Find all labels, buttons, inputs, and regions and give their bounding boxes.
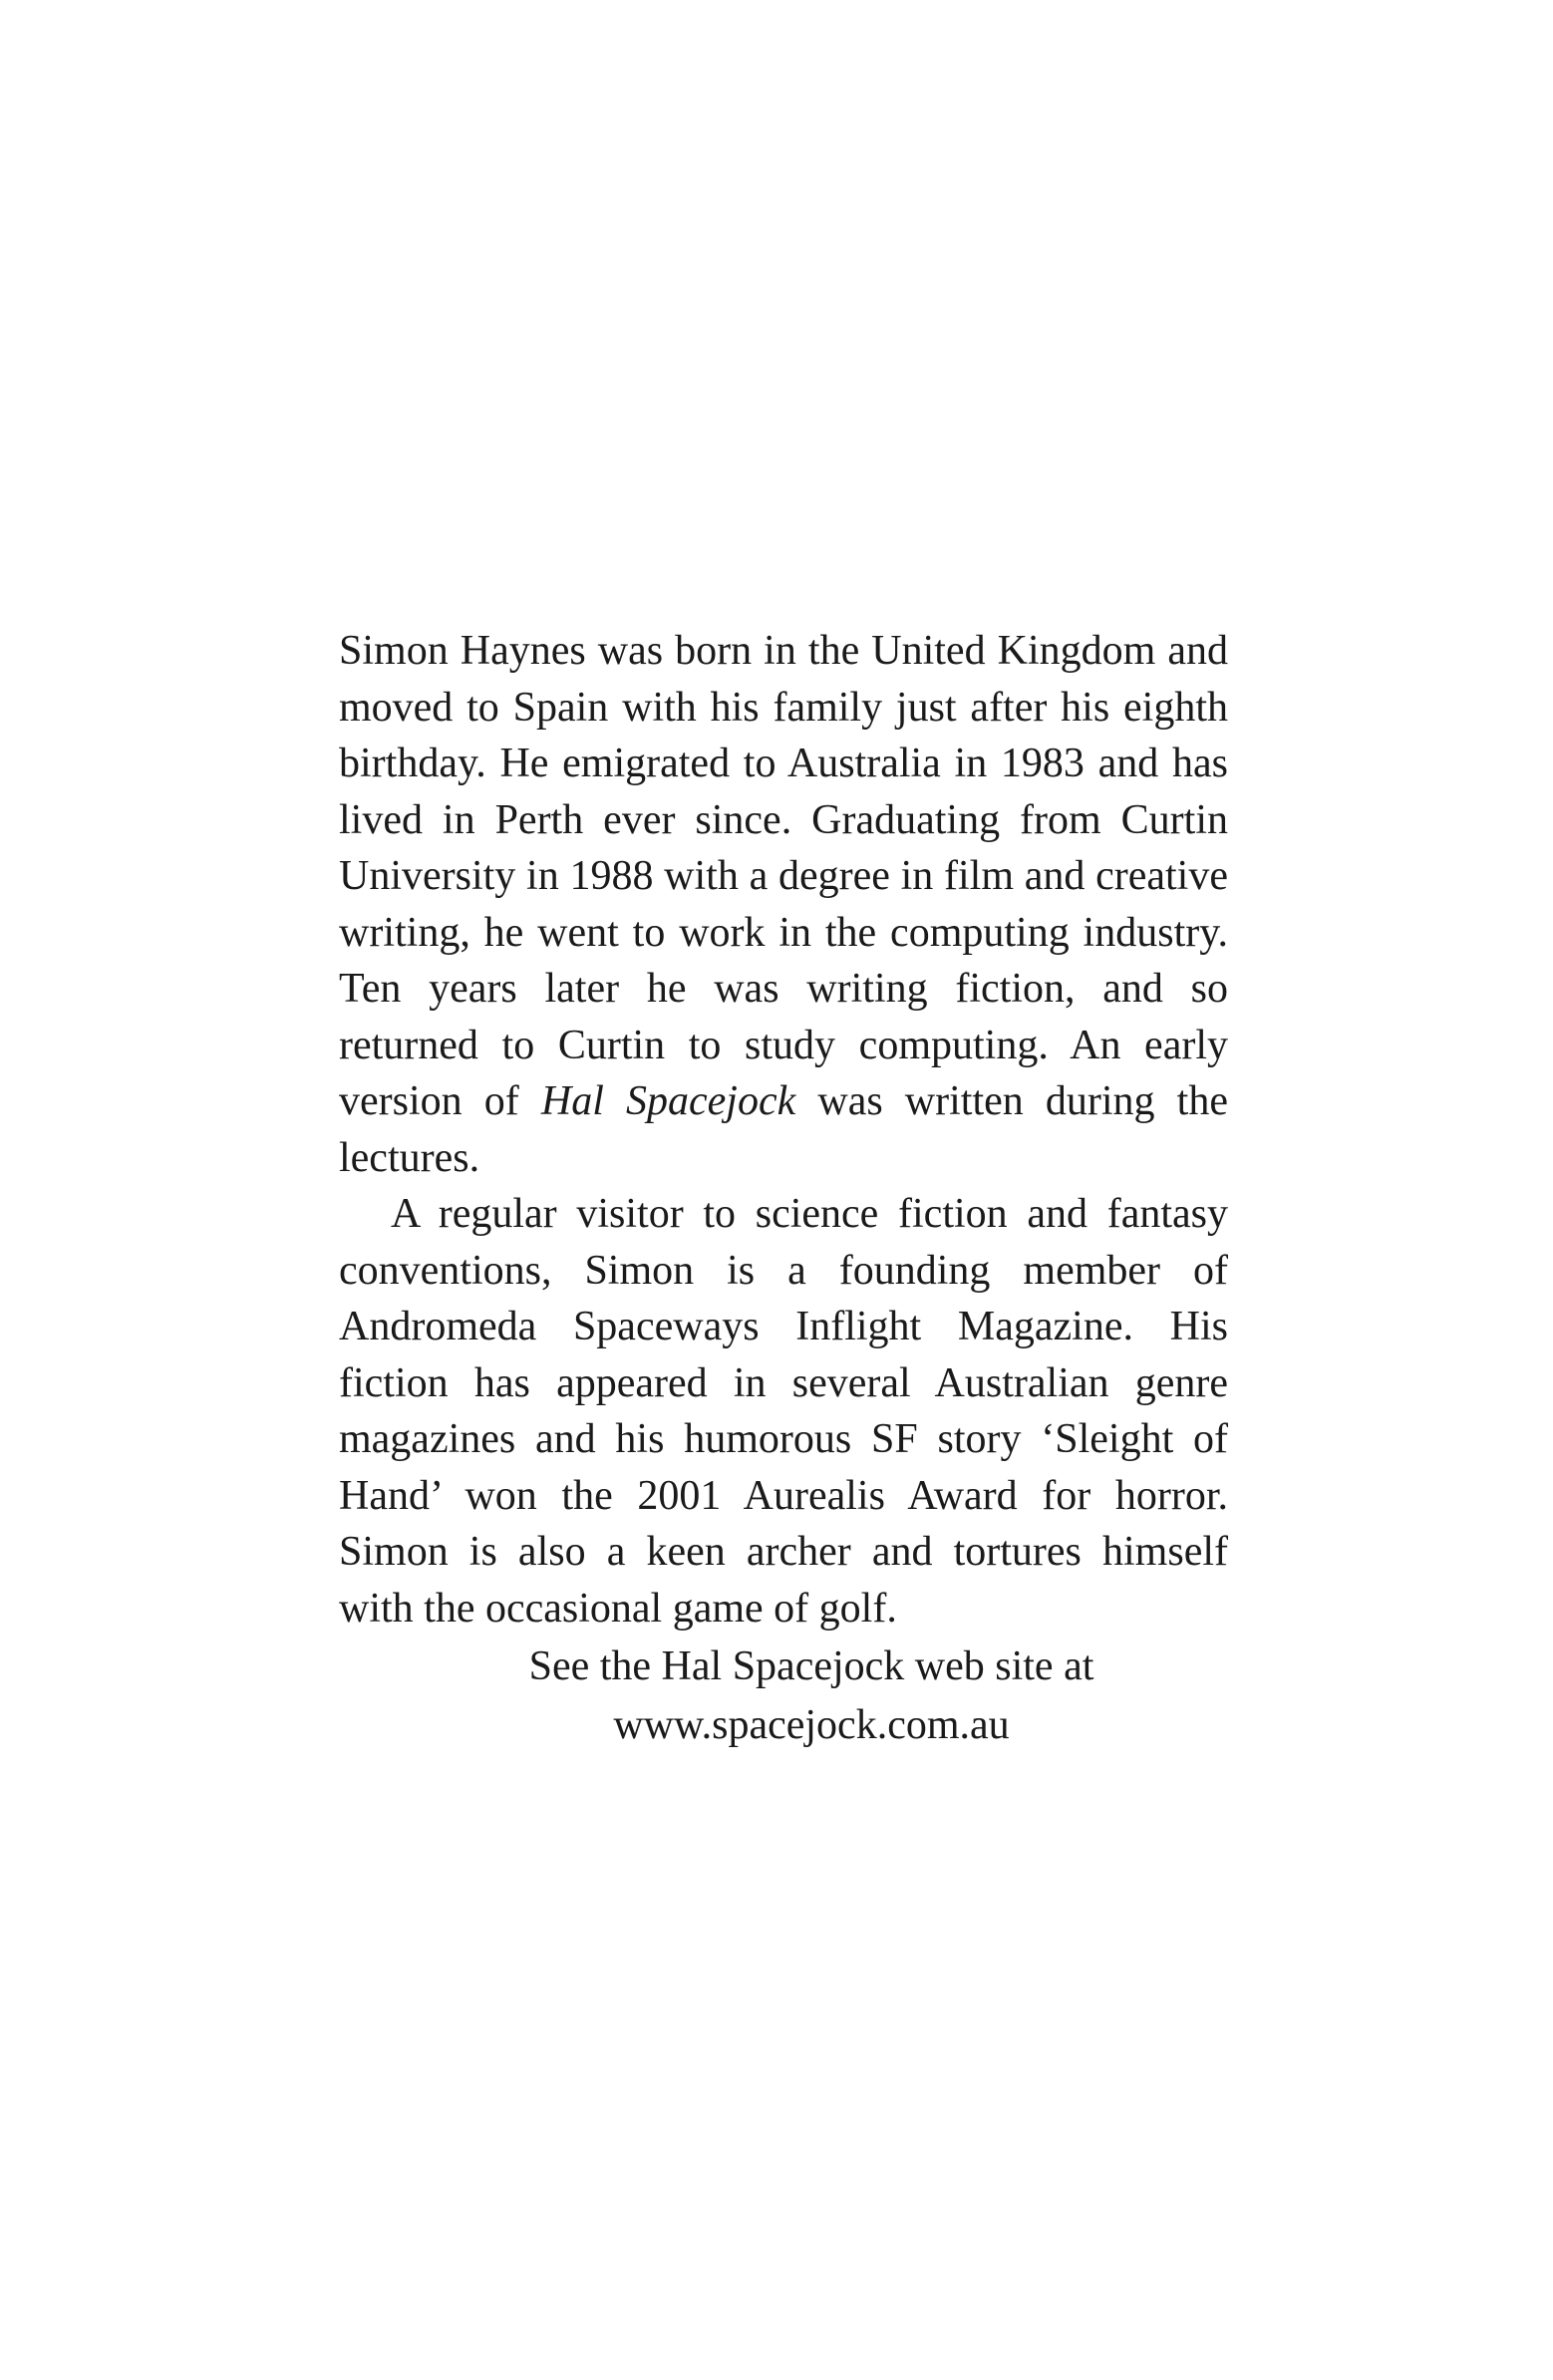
bio-paragraph-1 [339, 623, 1228, 1186]
bio-paragraph-1-text: Simon Haynes was born in the United Kingdom and moved to Spain with his family just after his eighth birthday. He emigrated to Australia in 1983 and has lived in Perth ever since. Graduating from Curtin University in 1988 with a degree in film and creative writing, he went to work in the computing industry. Ten years later he was writing fiction, and so returned to Curtin to study computing. An early version of [339, 628, 1228, 1124]
website-intro: See the Hal Spacejock web site at [528, 1643, 1094, 1689]
bio-paragraph-1-ending: was written during the lectures. [339, 1078, 1228, 1181]
website-url: www.spacejock.com.au [613, 1702, 1010, 1748]
bio-paragraph-2: A regular visitor to science fiction and fantasy conventions, Simon is a founding member of Andromeda Spaceways Inflight Magazine. His fiction has appeared in several Australian genre magazines and his humorous SF story ‘Sleight of Hand’ won the 2001 Aurealis Award for horror. Simon is also a keen archer and tortures himself with the occasional game of golf. [339, 1191, 1228, 1632]
book-title: Hal Spacejock [540, 1078, 796, 1124]
website-note [339, 1637, 1284, 1755]
author-bio [339, 623, 1228, 1636]
